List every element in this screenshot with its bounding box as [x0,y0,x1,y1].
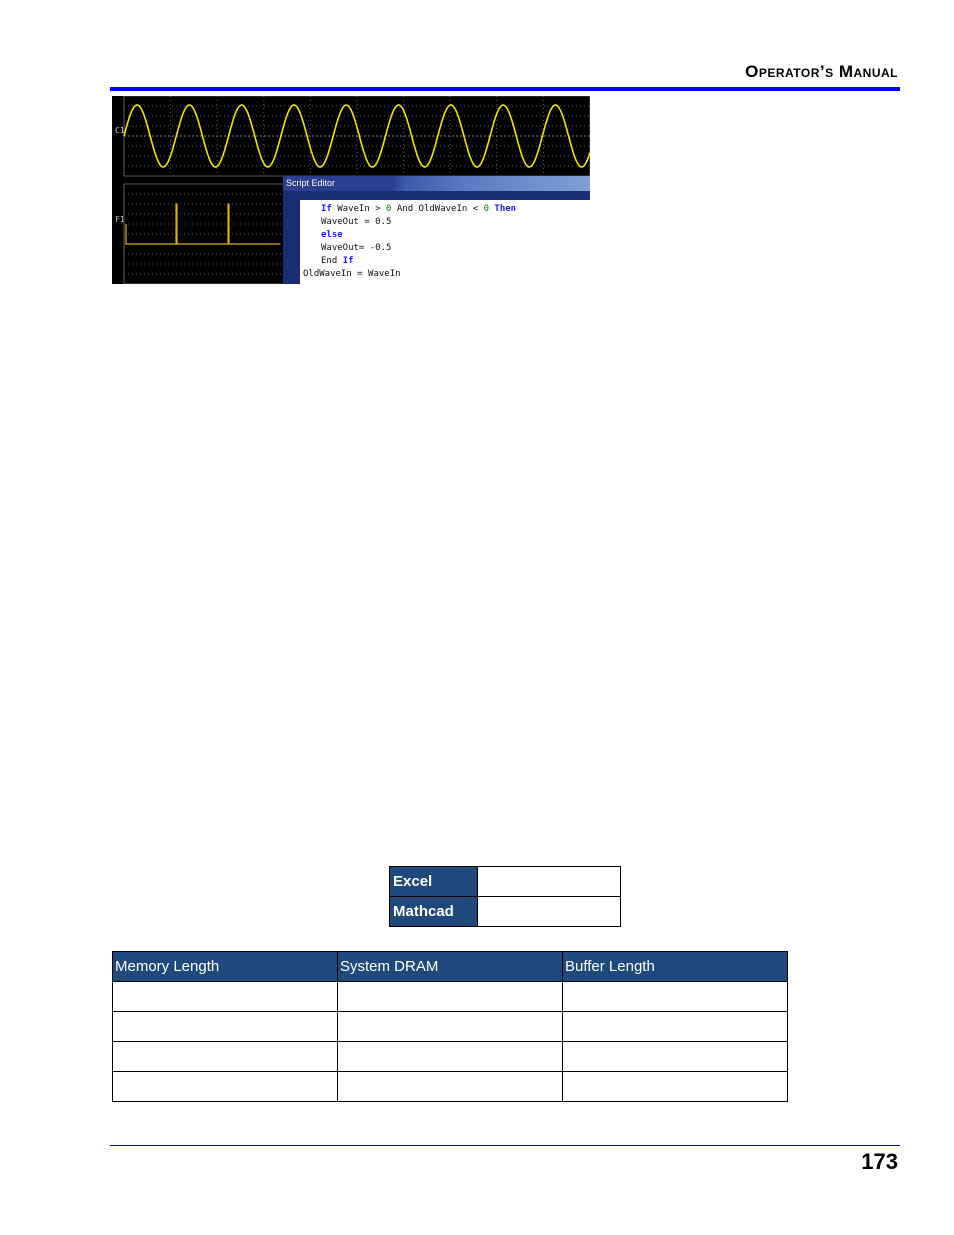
table-cell [338,1072,563,1102]
format-label: Excel [390,867,478,897]
header-rule [110,87,900,91]
table-cell [113,1012,338,1042]
script-code-pane [300,200,590,284]
table-cell [563,1012,788,1042]
table-cell [338,1012,563,1042]
format-value [478,867,621,897]
script-editor-title: Script Editor [283,176,590,191]
table-cell [338,1042,563,1072]
table-row [390,897,621,927]
table-row [113,1042,788,1072]
table-row [113,1072,788,1102]
code-line: End If [321,256,354,266]
channel-label-c1: C1 [115,126,125,135]
table-header-row [113,952,788,982]
code-line: WaveOut = 0.5 [321,217,392,227]
page-number: 173 [861,1149,898,1174]
code-line: WaveOut= -0.5 [321,243,392,253]
table-row [113,982,788,1012]
code-line: If WaveIn > 0 And OldWaveIn < 0 Then [321,204,517,214]
column-header: Buffer Length [563,952,788,982]
table-row [390,867,621,897]
column-header: Memory Length [113,952,338,982]
table-cell [338,982,563,1012]
channel-label-f1: F1 [115,215,125,224]
oscilloscope-screenshot [112,96,590,284]
footer-rule [110,1145,900,1146]
code-line: else [321,230,343,240]
table-cell [113,1042,338,1072]
format-value [478,897,621,927]
format-table [389,866,621,927]
table-cell [563,1042,788,1072]
format-label: Mathcad [390,897,478,927]
table-cell [113,1072,338,1102]
table-cell [113,982,338,1012]
column-header: System DRAM [338,952,563,982]
running-header: Operator’s Manual [745,62,898,81]
table-cell [563,982,788,1012]
table-row [113,1012,788,1042]
table-cell [563,1072,788,1102]
code-line: OldWaveIn = WaveIn [303,269,401,279]
script-editor-window [283,176,590,284]
memory-length-table [112,951,788,1102]
